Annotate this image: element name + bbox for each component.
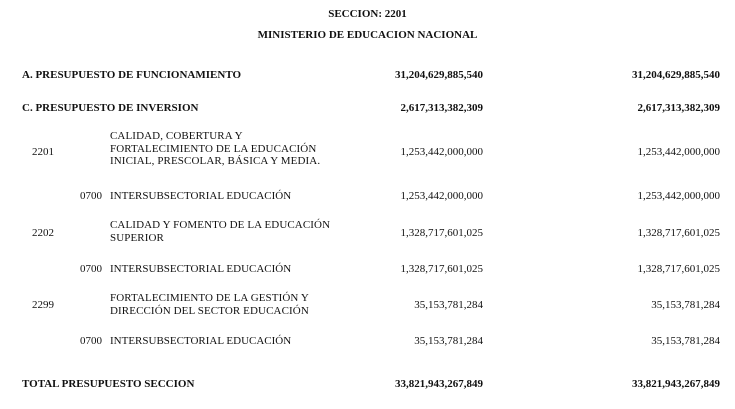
program-2299-value-1: 35,153,781,284 [414, 299, 483, 311]
funcionamiento-label: A. PRESUPUESTO DE FUNCIONAMIENTO [22, 69, 242, 81]
subprogram-b-value-2: 1,328,717,601,025 [637, 263, 720, 275]
total-label: TOTAL PRESUPUESTO SECCION [22, 378, 195, 390]
program-2201-value-2: 1,253,442,000,000 [637, 146, 720, 158]
subprogram-code-0700: 0700 [80, 335, 102, 347]
program-2201-line-3: INICIAL, PRESCOLAR, BÁSICA Y MEDIA. [110, 155, 321, 167]
program-code-2202: 2202 [32, 227, 54, 239]
subprogram-label: INTERSUBSECTORIAL EDUCACIÓN [110, 263, 292, 275]
section-heading: SECCION: 2201 [328, 8, 407, 20]
program-2202-value-1: 1,328,717,601,025 [400, 227, 483, 239]
program-2202-line-2: SUPERIOR [110, 231, 164, 244]
program-code-2299: 2299 [32, 299, 54, 311]
total-value-2: 33,821,943,267,849 [632, 378, 720, 390]
ministry-heading: MINISTERIO DE EDUCACION NACIONAL [257, 29, 478, 41]
subprogram-c-value-1: 35,153,781,284 [414, 335, 483, 347]
program-2299-line-1: FORTALECIMIENTO DE LA GESTIÓN Y [110, 292, 309, 304]
program-2201-value-1: 1,253,442,000,000 [400, 146, 483, 158]
program-2299-description [110, 292, 309, 317]
subprogram-label: INTERSUBSECTORIAL EDUCACIÓN [110, 190, 292, 202]
program-2299-line-2: DIRECCIÓN DEL SECTOR EDUCACIÓN [110, 304, 309, 317]
subprogram-c-value-2: 35,153,781,284 [651, 335, 720, 347]
program-2201-line-2: FORTALECIMIENTO DE LA EDUCACIÓN [110, 142, 317, 155]
subprogram-label: INTERSUBSECTORIAL EDUCACIÓN [110, 335, 292, 347]
subprogram-code-0700: 0700 [80, 190, 102, 202]
subprogram-code-0700: 0700 [80, 263, 102, 275]
program-2201-description [110, 130, 320, 168]
inversion-label: C. PRESUPUESTO DE INVERSION [22, 102, 199, 114]
program-2202-description [110, 219, 330, 244]
program-code-2201: 2201 [32, 146, 54, 158]
total-value-1: 33,821,943,267,849 [395, 378, 483, 390]
program-2201-line-1: CALIDAD, COBERTURA Y [110, 130, 243, 142]
program-2202-line-1: CALIDAD Y FOMENTO DE LA EDUCACIÓN [110, 219, 331, 231]
funcionamiento-value-1: 31,204,629,885,540 [395, 69, 483, 81]
program-2202-value-2: 1,328,717,601,025 [637, 227, 720, 239]
inversion-value-1: 2,617,313,382,309 [400, 102, 483, 114]
subprogram-b-value-1: 1,328,717,601,025 [400, 263, 483, 275]
subprogram-a-value-2: 1,253,442,000,000 [637, 190, 720, 202]
funcionamiento-value-2: 31,204,629,885,540 [632, 69, 720, 81]
program-2299-value-2: 35,153,781,284 [651, 299, 720, 311]
inversion-value-2: 2,617,313,382,309 [637, 102, 720, 114]
subprogram-a-value-1: 1,253,442,000,000 [400, 190, 483, 202]
